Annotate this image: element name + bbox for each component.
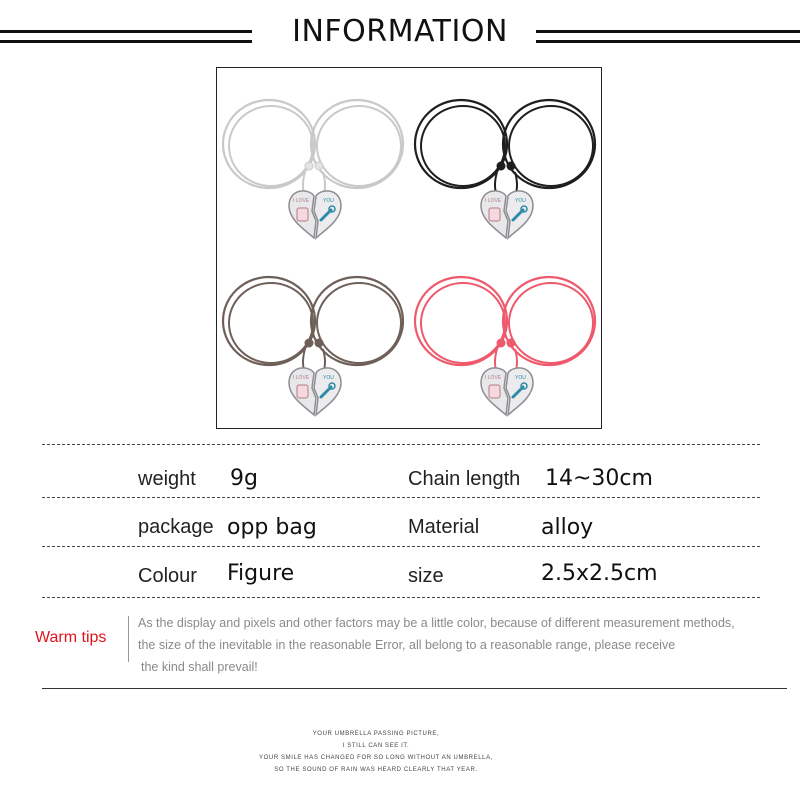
colour-label: Colour [138,565,197,587]
bracelet-illustration [217,68,601,428]
product-image [216,67,602,429]
pendant-text-left: I LOVE [485,375,502,381]
divider [42,497,760,498]
header-rule-right-2 [536,40,800,43]
divider [42,444,760,445]
material-label: Material [408,516,480,538]
bracelet-pair-white [223,100,403,238]
weight-label: weight [138,468,196,490]
colour-value: Figure [227,561,295,586]
pendant-text-right: YOU [323,198,334,204]
bracelet-pair-pink [415,277,595,415]
page-title: INFORMATION [292,14,508,49]
footer-text-line-2: I STILL CAN SEE IT. [342,743,410,749]
pendant-text-left: I LOVE [293,375,310,381]
warm-tips-label: Warm tips [35,629,107,646]
weight-value: 9g [230,466,258,491]
size-value: 2.5x2.5cm [541,561,658,586]
bracelet-pair-black [415,100,595,238]
bracelet-pair-brown [223,277,403,415]
material-value: alloy [541,515,594,540]
chain-length-label: Chain length [408,468,521,490]
pendant-text-right: YOU [515,198,526,204]
warm-tips-line-2: the size of the inevitable in the reasonable Error, all belong to a reasonable range, please receive [138,638,676,652]
size-label: size [408,565,444,587]
footer-text-line-1: YOUR UMBRELLA PASSING PICTURE, [312,731,440,737]
pendant-text-left: I LOVE [485,198,502,204]
warm-tips-line-3: the kind shall prevail! [141,660,258,674]
pendant-text-left: I LOVE [293,198,310,204]
footer-text-line-4: SO THE SOUND OF RAIN WAS HEARD CLEARLY THAT YEAR. [274,767,478,773]
header-rule-right-1 [536,30,800,33]
divider [42,546,760,547]
package-label: package [138,516,214,538]
package-value: opp bag [227,515,317,540]
footer-text-line-3: YOUR SMILE HAS CHANGED FOR SO LONG WITHOUT AN UMBRELLA, [259,755,493,761]
divider [42,597,760,598]
footer-divider [42,688,787,689]
pendant-text-right: YOU [323,375,334,381]
warm-tips-separator [128,616,129,662]
pendant-text-right: YOU [515,375,526,381]
warm-tips-line-1: As the display and pixels and other factors may be a little color, because of different measurement methods, [138,616,735,630]
chain-length-value: 14~30cm [545,466,653,491]
